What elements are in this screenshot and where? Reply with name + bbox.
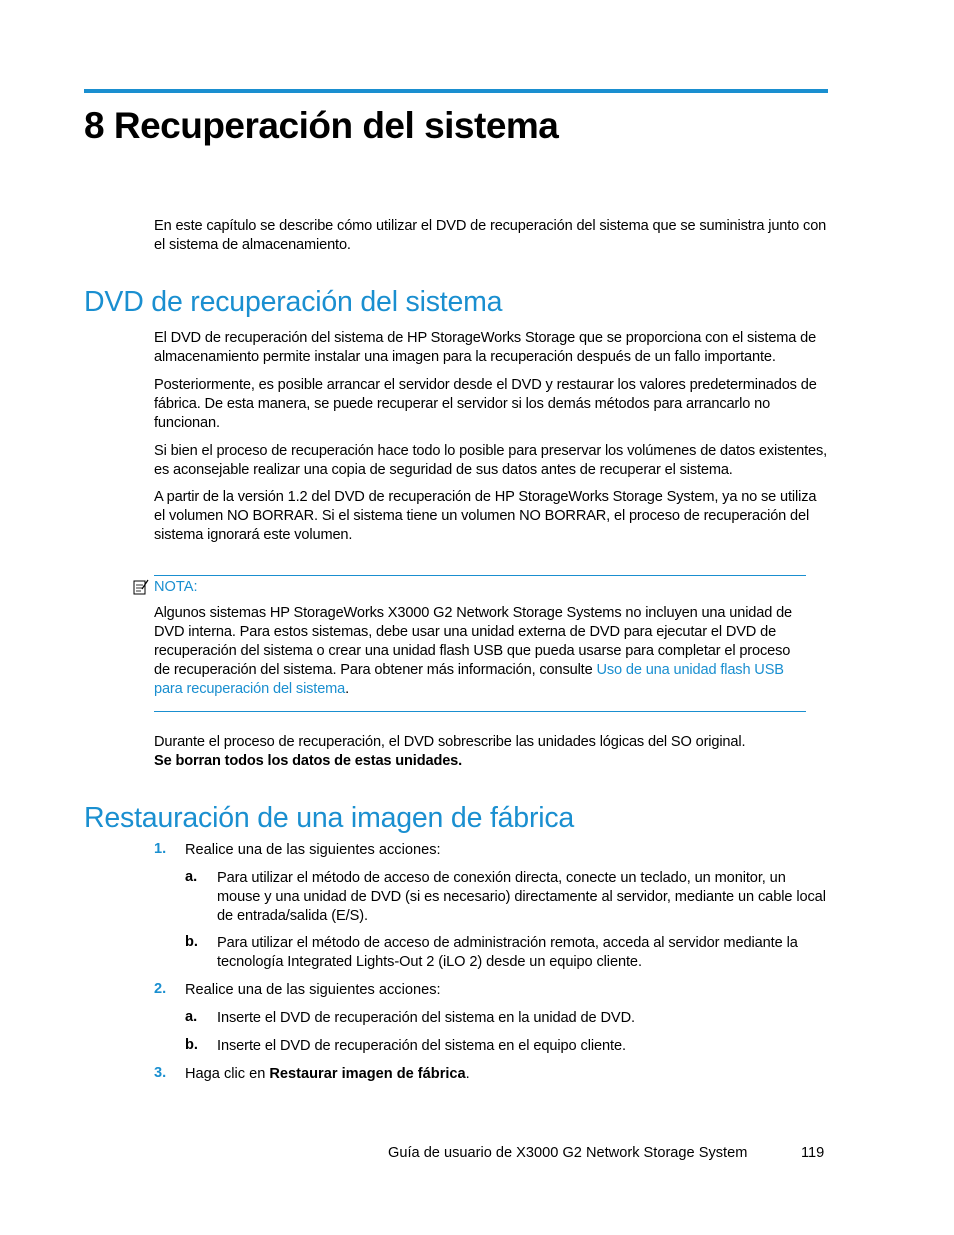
note-body: Algunos sistemas HP StorageWorks X3000 G2 Network Storage Systems no incluyen una unidad de DVD interna. Para estos sistemas, debe usar una unidad externa de DVD para ejecutar el DVD de recuperación del sistema o crear una unidad flash USB que pueda usarse para completar el proceso de recuperación del sistema. Para obtener más información, consulte (154, 605, 793, 678)
substep-letter: a. (185, 869, 198, 885)
paragraph-2: Posteriormente, es posible arrancar el servidor desde el DVD y restaurar los valores predeterminados de fábrica. De esta manera, se puede recuperar el servidor si los demás métodos para arrancarlo no funcionan. (154, 377, 817, 431)
section-heading-dvd: DVD de recuperación del sistema (84, 286, 503, 318)
paragraph-5-text: Durante el proceso de recuperación, el DVD sobrescribe las unidades lógicas del SO original. (154, 734, 746, 750)
substep-letter: a. (185, 1009, 198, 1025)
substep-text: Inserte el DVD de recuperación del sistema en el equipo cliente. (217, 1038, 626, 1054)
substep-letter: b. (185, 1037, 198, 1053)
paragraph-1: El DVD de recuperación del sistema de HP StorageWorks Storage que se proporciona con el sistema de almacenamiento permite instalar una imagen para la recuperación después de un fallo importante. (154, 330, 817, 365)
note-icon (133, 579, 149, 595)
step-number: 2. (154, 981, 167, 997)
note-label: NOTA: (154, 579, 198, 595)
substep-text: Inserte el DVD de recuperación del sistema en la unidad de DVD. (217, 1010, 635, 1026)
note-end: . (345, 681, 350, 697)
paragraph-4: A partir de la versión 1.2 del DVD de recuperación de HP StorageWorks Storage System, ya no se utiliza el volumen NO BORRAR. Si el sistema tiene un volumen NO BORRAR, el proceso de recuperación del sistema ignorará este volumen. (154, 489, 817, 543)
note-top-rule (154, 575, 806, 576)
note-text (154, 604, 794, 699)
step-3-pre: Haga clic en (185, 1066, 270, 1082)
step-number: 3. (154, 1065, 167, 1081)
paragraph-5-bold: Se borran todos los datos de estas unidades. (154, 753, 463, 769)
note-link[interactable]: Uso de una unidad flash USB para recuperación del sistema (154, 662, 784, 697)
substep-letter: b. (185, 934, 198, 950)
substep-text: Para utilizar el método de acceso de administración remota, acceda al servidor mediante la tecnología Integrated Lights-Out 2 (iLO 2) desde un equipo cliente. (217, 935, 798, 970)
step-text (185, 1065, 825, 1084)
substep-text: Para utilizar el método de acceso de conexión directa, conecte un teclado, un monitor, un mouse y una unidad de DVD (si es necesario) directamente al servidor, mediante un cable local de entrada/salida (E/S). (217, 870, 826, 924)
page-number: 119 (801, 1145, 825, 1161)
section-heading-restore: Restauración de una imagen de fábrica (84, 802, 575, 834)
chapter-rule (84, 89, 828, 93)
footer-guide-title: Guía de usuario de X3000 G2 Network Storage System (388, 1145, 748, 1161)
chapter-intro: En este capítulo se describe cómo utilizar el DVD de recuperación del sistema que se suministra junto con el sistema de almacenamiento. (154, 218, 827, 253)
step-text: Realice una de las siguientes acciones: (185, 982, 441, 998)
note-bottom-rule (154, 711, 806, 712)
paragraph-3: Si bien el proceso de recuperación hace todo lo posible para preservar los volúmenes de datos existentes, es aconsejable realizar una copia de seguridad de sus datos antes de recuperar el sistema. (154, 443, 828, 478)
step-number: 1. (154, 841, 167, 857)
paragraph-5 (154, 733, 829, 771)
step-3-post: . (465, 1066, 470, 1082)
step-3-bold: Restaurar imagen de fábrica (269, 1066, 466, 1082)
chapter-title: 8 Recuperación del sistema (84, 105, 559, 146)
step-text: Realice una de las siguientes acciones: (185, 842, 441, 858)
